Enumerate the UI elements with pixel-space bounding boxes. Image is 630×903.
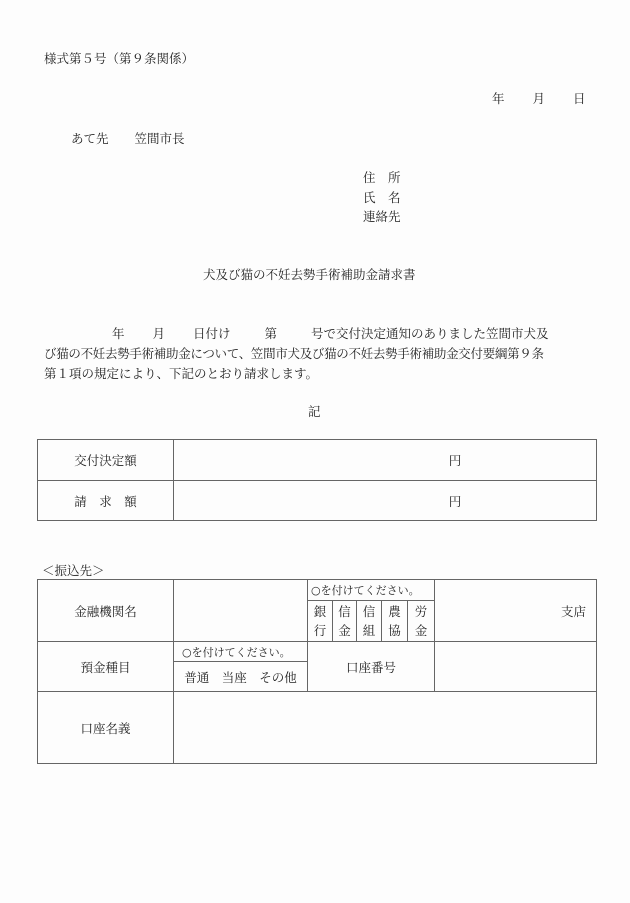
requested-amount-label: 請 求 額: [38, 481, 174, 521]
document-title: 犬及び猫の不妊去勢手術補助金請求書: [203, 267, 416, 282]
branch-suffix: 支店: [560, 603, 586, 619]
date-month-label: 月: [532, 91, 546, 106]
deposit-type-options[interactable]: 普通 当座 その他: [174, 662, 308, 692]
decided-amount-label: 交付決定額: [38, 440, 174, 481]
body-year: 年: [112, 326, 125, 341]
requested-amount-unit: 円: [448, 493, 462, 509]
decided-amount-field[interactable]: [174, 440, 597, 481]
decided-amount-unit: 円: [448, 453, 462, 468]
deposit-type-label: 預金種目: [38, 642, 174, 692]
amount-table: [37, 439, 597, 521]
body-line-2: び猫の不妊去勢手術補助金について、笠間市犬及び猫の不妊去勢手術補助金交付要綱第９条: [44, 346, 544, 361]
branch-field[interactable]: [435, 580, 597, 642]
addressee-name: 笠間市長: [134, 131, 185, 146]
amount-row-requested: [38, 481, 597, 521]
addressee-label: あて先: [71, 131, 109, 146]
deposit-type-instruction: ○を付けてください。: [174, 642, 308, 662]
bank-type-option[interactable]: 農 協: [382, 601, 408, 642]
addressee: [71, 129, 185, 147]
bank-type-option[interactable]: 労 金: [408, 601, 435, 642]
bank-type-instruction: ○を付けてください。: [308, 580, 435, 601]
applicant-contact-label: 連絡先: [363, 209, 401, 224]
account-holder-label: 口座名義: [38, 692, 174, 764]
body-line-1-rest: 号で交付決定通知のありました笠間市犬及: [311, 326, 549, 341]
transfer-table: [37, 579, 597, 764]
body-line-1: [44, 324, 604, 344]
body-date-suffix: 日付け: [193, 326, 231, 341]
applicant-name-label: 氏 名: [363, 190, 401, 205]
request-body: [44, 324, 604, 384]
bank-type-option[interactable]: 銀 行: [308, 601, 333, 642]
bank-type-option[interactable]: 信 組: [357, 601, 382, 642]
date-day-label: 日: [573, 91, 586, 106]
applicant-address-label: 住 所: [363, 170, 401, 185]
body-no-prefix: 第: [264, 326, 278, 341]
form-number: 様式第５号（第９条関係）: [44, 51, 195, 66]
account-number-field[interactable]: [435, 642, 597, 692]
date-line: [492, 89, 586, 107]
requested-amount-field[interactable]: [174, 481, 597, 521]
ki-heading: 記: [308, 404, 321, 419]
bank-name-label: 金融機関名: [38, 580, 174, 642]
bank-name-field[interactable]: [174, 580, 308, 642]
account-number-label: 口座番号: [308, 642, 435, 692]
body-line-3: 第１項の規定により、下記のとおり請求します。: [44, 366, 319, 381]
date-year-label: 年: [492, 91, 505, 106]
body-month: 月: [152, 326, 166, 341]
transfer-heading: ＜振込先＞: [42, 563, 105, 578]
bank-type-option[interactable]: 信 金: [333, 601, 357, 642]
account-holder-field[interactable]: [174, 692, 597, 764]
amount-row-decided: [38, 440, 597, 481]
